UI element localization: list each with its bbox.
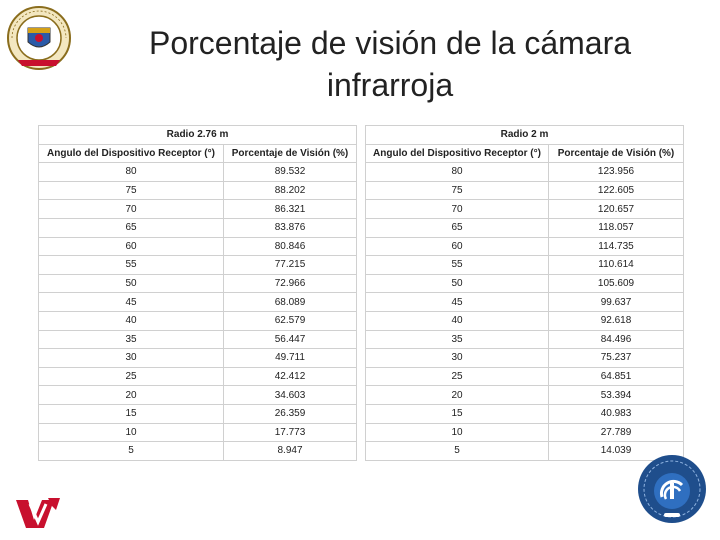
cell-percentage: 53.394: [549, 386, 684, 405]
cell-angle: 55: [39, 256, 224, 275]
cell-percentage: 84.496: [549, 330, 684, 349]
table-row: [39, 311, 357, 330]
table-row: [39, 200, 357, 219]
cell-percentage: 77.215: [224, 256, 357, 275]
cell-angle: 75: [366, 181, 549, 200]
cell-angle: 40: [366, 311, 549, 330]
cell-percentage: 75.237: [549, 349, 684, 368]
cell-angle: 35: [39, 330, 224, 349]
research-emblem-logo: [636, 453, 708, 525]
cell-angle: 75: [39, 181, 224, 200]
cell-percentage: 34.603: [224, 386, 357, 405]
university-seal-logo: [6, 4, 72, 72]
cell-angle: 25: [366, 367, 549, 386]
table-row: [366, 404, 684, 423]
table-row: [39, 386, 357, 405]
cell-percentage: 88.202: [224, 181, 357, 200]
cell-percentage: 42.412: [224, 367, 357, 386]
cell-angle: 20: [366, 386, 549, 405]
cell-angle: 40: [39, 311, 224, 330]
cell-angle: 70: [366, 200, 549, 219]
page-title: Porcentaje de visión de la cámara infrarroja: [148, 25, 632, 103]
column-header-angle: Angulo del Dispositivo Receptor (°): [39, 144, 224, 163]
table-row: [366, 163, 684, 182]
table-row: [366, 237, 684, 256]
cell-angle: 35: [366, 330, 549, 349]
cell-angle: 65: [366, 218, 549, 237]
table-row: [39, 181, 357, 200]
cell-angle: 10: [366, 423, 549, 442]
cell-percentage: 80.846: [224, 237, 357, 256]
cell-percentage: 26.359: [224, 404, 357, 423]
cell-percentage: 56.447: [224, 330, 357, 349]
cell-percentage: 89.532: [224, 163, 357, 182]
table-radius-2-76: [38, 125, 357, 461]
cell-percentage: 27.789: [549, 423, 684, 442]
cell-angle: 20: [39, 386, 224, 405]
table-row: [39, 442, 357, 461]
table-row: [366, 349, 684, 368]
table-row: [39, 404, 357, 423]
cell-angle: 60: [39, 237, 224, 256]
cell-angle: 25: [39, 367, 224, 386]
cell-angle: 50: [39, 274, 224, 293]
table-row: [39, 274, 357, 293]
cell-percentage: 122.605: [549, 181, 684, 200]
column-header-angle: Angulo del Dispositivo Receptor (°): [366, 144, 549, 163]
table-caption: Radio 2.76 m: [39, 126, 357, 145]
cell-percentage: 68.089: [224, 293, 357, 312]
cell-angle: 65: [39, 218, 224, 237]
cell-angle: 5: [366, 442, 549, 461]
table-row: [366, 293, 684, 312]
cell-percentage: 86.321: [224, 200, 357, 219]
table-row: [39, 237, 357, 256]
table-row: [39, 367, 357, 386]
cell-angle: 80: [39, 163, 224, 182]
cell-percentage: 123.956: [549, 163, 684, 182]
cell-percentage: 40.983: [549, 404, 684, 423]
cell-angle: 55: [366, 256, 549, 275]
cell-angle: 15: [366, 404, 549, 423]
red-u-logo: [14, 496, 62, 530]
cell-percentage: 99.637: [549, 293, 684, 312]
cell-percentage: 64.851: [549, 367, 684, 386]
table-row: [366, 386, 684, 405]
table-row: [39, 256, 357, 275]
cell-percentage: 49.711: [224, 349, 357, 368]
table-row: [366, 181, 684, 200]
cell-angle: 10: [39, 423, 224, 442]
cell-angle: 30: [39, 349, 224, 368]
cell-percentage: 118.057: [549, 218, 684, 237]
cell-angle: 60: [366, 237, 549, 256]
table-row: [39, 330, 357, 349]
table-row: [39, 163, 357, 182]
table-row: [366, 367, 684, 386]
cell-percentage: 105.609: [549, 274, 684, 293]
cell-percentage: 62.579: [224, 311, 357, 330]
column-header-percentage: Porcentaje de Visión (%): [549, 144, 684, 163]
table-row: [39, 218, 357, 237]
table-caption: Radio 2 m: [366, 126, 684, 145]
table-radius-2: [365, 125, 684, 461]
cell-percentage: 110.614: [549, 256, 684, 275]
cell-angle: 70: [39, 200, 224, 219]
cell-angle: 50: [366, 274, 549, 293]
cell-percentage: 120.657: [549, 200, 684, 219]
table-row: [366, 330, 684, 349]
table-row: [366, 256, 684, 275]
table-row: [39, 423, 357, 442]
cell-percentage: 114.735: [549, 237, 684, 256]
table-row: [39, 293, 357, 312]
cell-percentage: 14.039: [549, 442, 684, 461]
table-row: [366, 200, 684, 219]
table-row: [366, 274, 684, 293]
table-row: [366, 423, 684, 442]
cell-angle: 45: [366, 293, 549, 312]
cell-percentage: 83.876: [224, 218, 357, 237]
cell-angle: 45: [39, 293, 224, 312]
cell-percentage: 8.947: [224, 442, 357, 461]
cell-percentage: 72.966: [224, 274, 357, 293]
table-row: [39, 349, 357, 368]
cell-angle: 30: [366, 349, 549, 368]
cell-angle: 15: [39, 404, 224, 423]
table-row: [366, 311, 684, 330]
table-row: [366, 218, 684, 237]
cell-angle: 5: [39, 442, 224, 461]
column-header-percentage: Porcentaje de Visión (%): [224, 144, 357, 163]
cell-angle: 80: [366, 163, 549, 182]
cell-percentage: 17.773: [224, 423, 357, 442]
cell-percentage: 92.618: [549, 311, 684, 330]
